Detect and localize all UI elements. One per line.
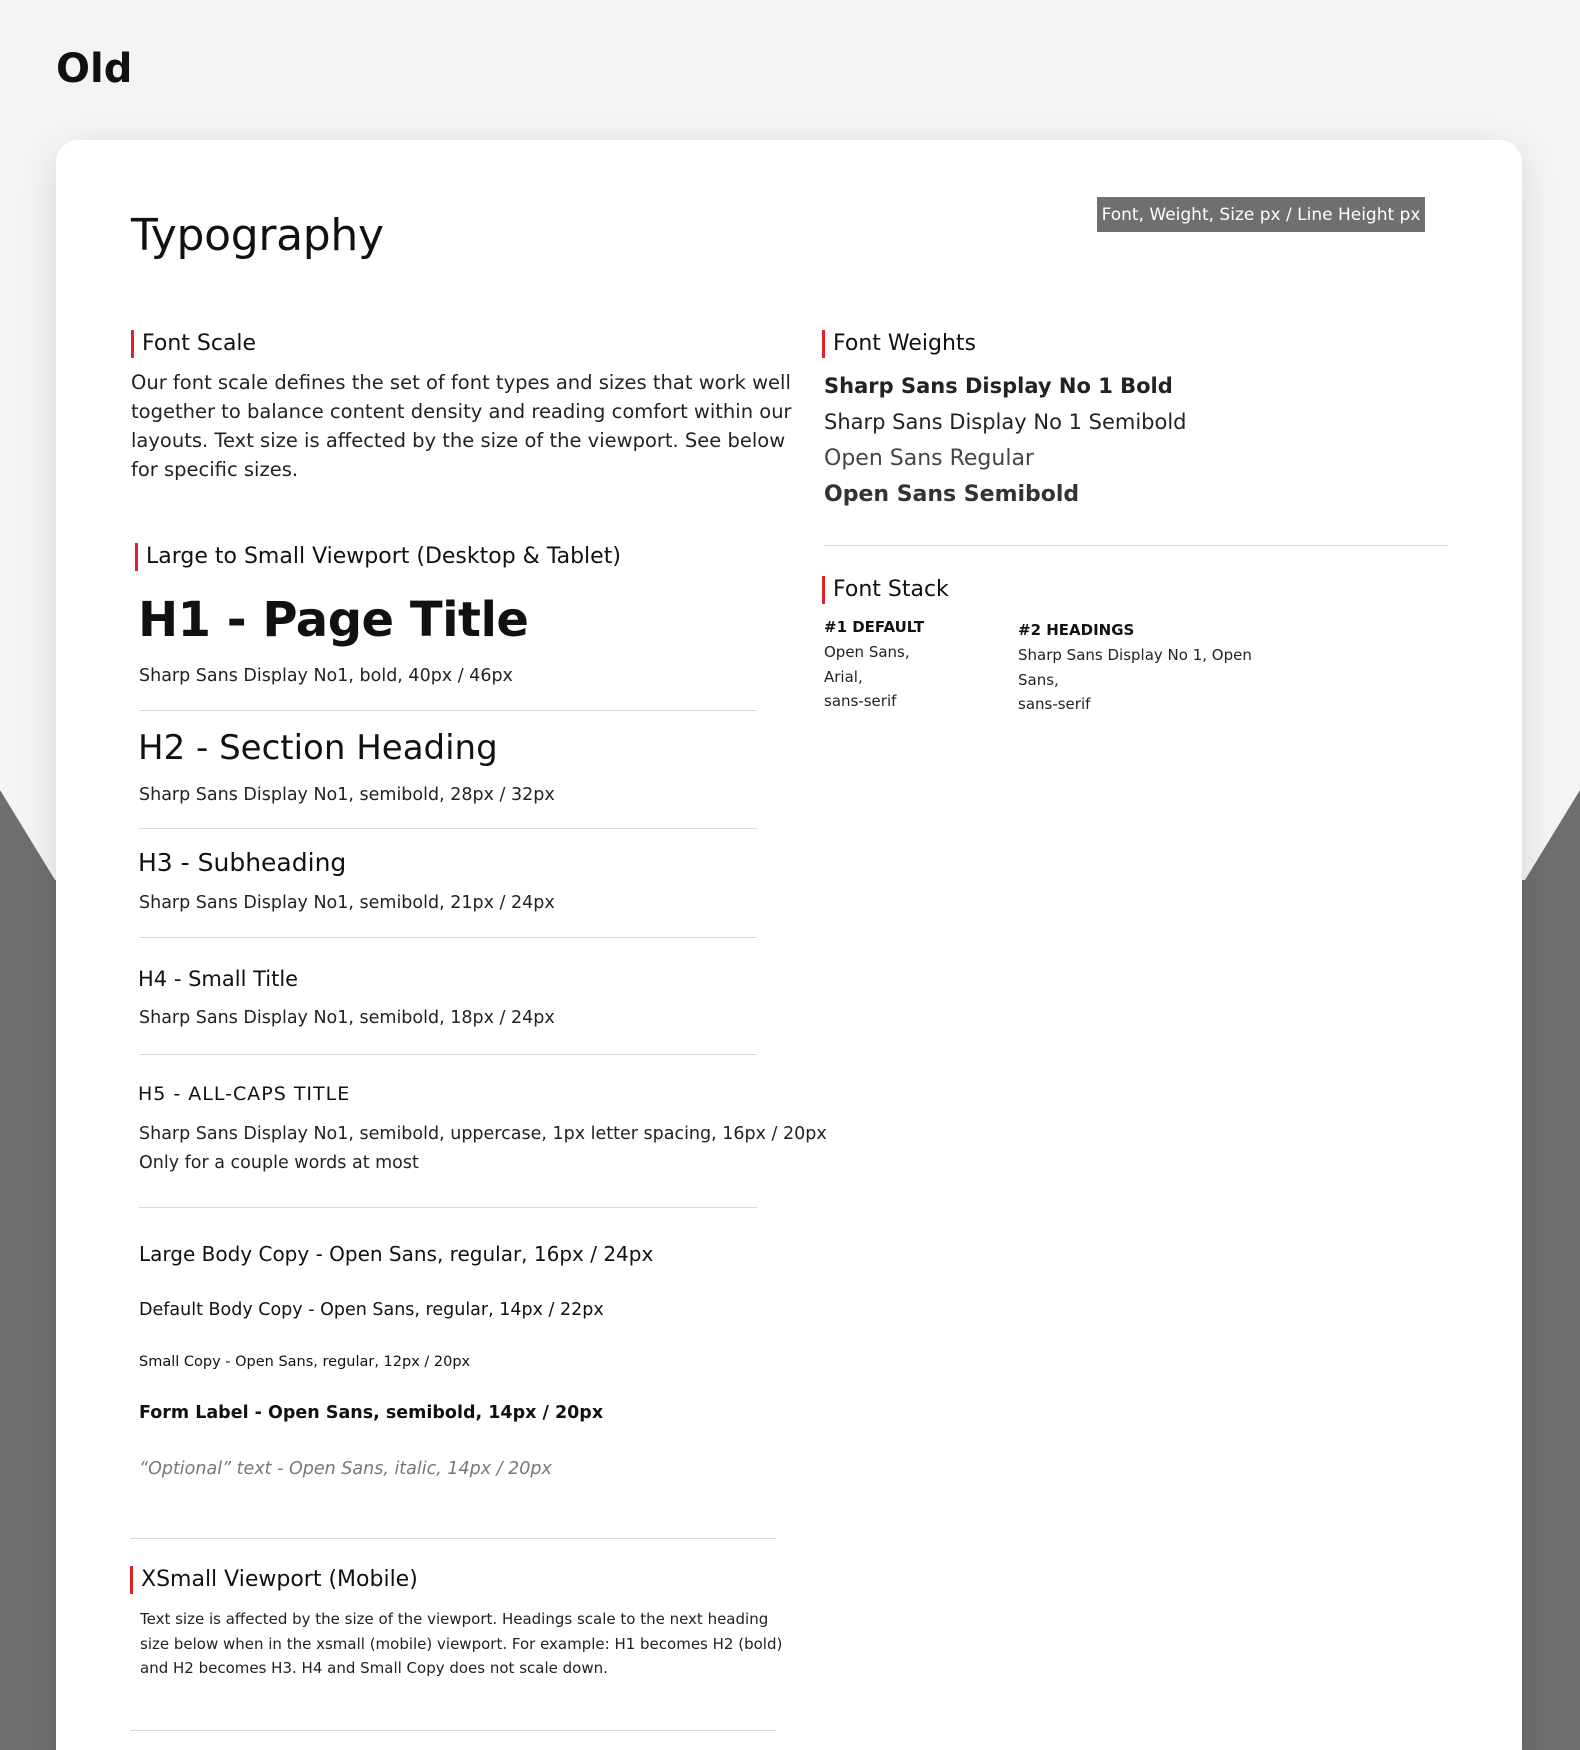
mobile-line: Text size is affected by the size of the viewport. Headings scale to the next heading [140, 1610, 769, 1628]
weight-sample-open-sans-semibold: Open Sans Semibold [824, 482, 1080, 507]
font-stack-heading: Font Stack [822, 576, 949, 604]
divider [139, 1054, 757, 1055]
font-scale-line: for specific sizes. [131, 458, 299, 481]
weight-sample-regular: Open Sans Regular [824, 446, 1034, 471]
divider [130, 1538, 776, 1539]
divider [130, 1730, 776, 1731]
card-title: Typography [131, 210, 384, 261]
font-weights-heading: Font Weights [822, 330, 976, 358]
h5-sample: H5 - ALL-CAPS TITLE [138, 1083, 351, 1105]
divider [139, 937, 757, 938]
weight-sample-bold: Sharp Sans Display No 1 Bold [824, 374, 1173, 398]
weight-sample-semibold: Sharp Sans Display No 1 Semibold [824, 410, 1187, 434]
mobile-line: and H2 becomes H3. H4 and Small Copy does not scale down. [140, 1659, 608, 1677]
optional-text-sample: “Optional” text - Open Sans, italic, 14px / 20px [139, 1459, 552, 1479]
font-scale-line: layouts. Text size is affected by the size of the viewport. See below [131, 429, 786, 452]
h2-sample: H2 - Section Heading [138, 728, 498, 768]
h5-description: Sharp Sans Display No1, semibold, uppercase, 1px letter spacing, 16px / 20px [139, 1124, 827, 1144]
h3-sample: H3 - Subheading [138, 848, 347, 877]
body-default-sample: Default Body Copy - Open Sans, regular, 14px / 22px [139, 1300, 604, 1320]
version-label: Old [56, 46, 133, 92]
divider [824, 545, 1448, 546]
font-scale-line: together to balance content density and reading comfort within our [131, 400, 792, 423]
font-scale-description [131, 368, 792, 484]
headings-stack-list: Sharp Sans Display No 1, Open Sans, sans-serif [1018, 646, 1252, 713]
divider [139, 1207, 757, 1208]
large-viewport-heading: Large to Small Viewport (Desktop & Tablet) [135, 543, 621, 571]
typography-card [56, 140, 1522, 1750]
default-stack-list: Open Sans, Arial, sans-serif [824, 643, 910, 710]
h5-note: Only for a couple words at most [139, 1153, 419, 1173]
body-small-sample: Small Copy - Open Sans, regular, 12px / 20px [139, 1354, 471, 1370]
mobile-line: size below when in the xsmall (mobile) viewport. For example: H1 becomes H2 (bold) [140, 1634, 783, 1653]
band-corner-right [1525, 790, 1580, 880]
form-label-sample: Form Label - Open Sans, semibold, 14px / 20px [139, 1403, 604, 1423]
h4-description: Sharp Sans Display No1, semibold, 18px / 24px [139, 1008, 555, 1028]
h4-sample: H4 - Small Title [138, 967, 299, 991]
divider [139, 828, 757, 829]
headings-stack-title: #2 HEADINGS [1018, 621, 1135, 639]
font-scale-line: Our font scale defines the set of font types and sizes that work well [131, 371, 791, 394]
h1-description: Sharp Sans Display No1, bold, 40px / 46px [139, 666, 513, 686]
body-large-sample: Large Body Copy - Open Sans, regular, 16px / 24px [139, 1242, 654, 1266]
mobile-viewport-heading: XSmall Viewport (Mobile) [130, 1566, 418, 1594]
divider [139, 710, 757, 711]
h1-sample: H1 - Page Title [138, 592, 529, 648]
h2-description: Sharp Sans Display No1, semibold, 28px / 32px [139, 785, 555, 805]
band-corner-left [0, 790, 55, 880]
mobile-viewport-description [140, 1607, 782, 1681]
default-stack-title: #1 DEFAULT [824, 618, 925, 636]
legend-tag: Font, Weight, Size px / Line Height px [1097, 197, 1425, 232]
h3-description: Sharp Sans Display No1, semibold, 21px / 24px [139, 893, 555, 913]
font-scale-heading: Font Scale [131, 330, 256, 358]
